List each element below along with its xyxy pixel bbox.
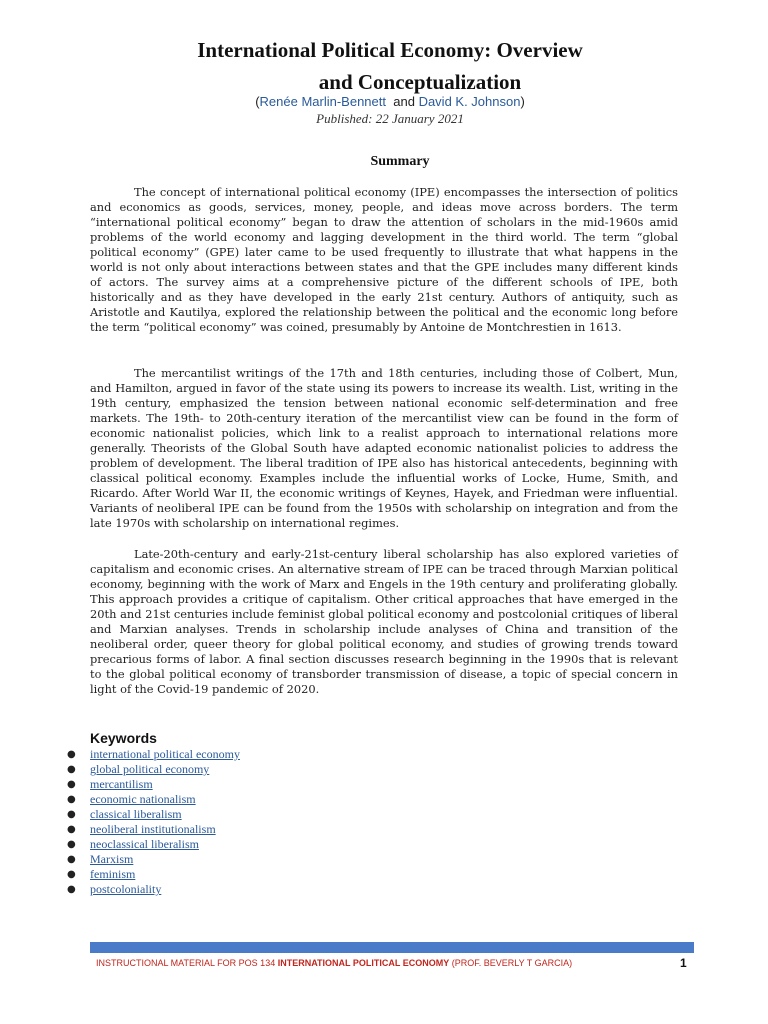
- footer-subject: INTERNATIONAL POLITICAL ECONOMY: [277, 958, 450, 968]
- footer-bar: [90, 942, 694, 953]
- bullet-icon: ●: [67, 809, 76, 820]
- summary-paragraph-2: The mercantilist writings of the 17th and 18th centuries, including those of Colbert, Mun, and Hamilton, argued in favor of the state using its powers to increase its wealth. List, writing in the 19th century, emphasized the tension between national economic self-determination and free markets. The 19th- to 20th-century iteration of the mercantilist view can be found in the form of economic nationalist policies, which link to a realist approach to international relations more generally. Theorists of the Global South have adapted economic nationalist policies to address the problem of development. The liberal tradition of IPE also has historical antecedents, beginning with classical political economy. Examples include the influential works of Locke, Hume, Smith, and Ricardo. After World War II, the economic writings of Keynes, Hayek, and Friedman were influential. Variants of neoliberal IPE can be found from the 1950s with scholarship on integration and from the late 1970s with scholarship on international regimes.: [90, 366, 678, 530]
- keyword-item: [60, 807, 240, 822]
- bullet-icon: ●: [67, 869, 76, 880]
- bullet-icon: ●: [67, 794, 76, 805]
- keyword-link[interactable]: postcoloniality: [90, 882, 162, 896]
- keyword-link[interactable]: neoclassical liberalism: [90, 837, 199, 851]
- keyword-link[interactable]: neoliberal institutionalism: [90, 822, 216, 836]
- keyword-link[interactable]: economic nationalism: [90, 792, 196, 806]
- bullet-icon: ●: [67, 749, 76, 760]
- keyword-item: [60, 792, 240, 807]
- title-line-2: and Conceptualization: [318, 70, 522, 94]
- keyword-item: [60, 762, 240, 777]
- keywords-heading: Keywords: [90, 730, 157, 746]
- footer-course: INSTRUCTIONAL MATERIAL FOR POS 134: [96, 958, 278, 968]
- footer-text: [96, 958, 572, 968]
- authors-open-paren: (: [255, 94, 260, 109]
- authors-line: [90, 94, 690, 109]
- authors-and: and: [393, 94, 415, 109]
- bullet-icon: ●: [67, 839, 76, 850]
- keyword-link[interactable]: mercantilism: [90, 777, 153, 791]
- page-number: 1: [680, 956, 687, 970]
- published-date: Published: 22 January 2021: [316, 111, 464, 126]
- authors-close-paren: ): [520, 94, 525, 109]
- summary-heading: Summary: [370, 154, 430, 169]
- keyword-link[interactable]: global political economy: [90, 762, 210, 776]
- summary-paragraph-3: Late-20th-century and early-21st-century liberal scholarship has also explored varieties of capitalism and economic crises. An alternative stream of IPE can be traced through Marxian political economy, beginning with the work of Marx and Engels in the 19th century and proliferating globally. This approach provides a critique of capitalism. Other critical approaches that have emerged in the 20th and 21st centuries include feminist global political economy and postcolonial critiques of liberal and Marxian analyses. Trends in scholarship include analyses of China and transition of the neoliberal order, queer theory for global political economy, and studies of growing trends toward precarious forms of labor. A final section discusses research beginning in the 1990s that is relevant to the global political economy of transborder transmission of disease, a topic of special concern in light of the Covid-19 pandemic of 2020.: [90, 547, 678, 696]
- bullet-icon: ●: [67, 779, 76, 790]
- keyword-link[interactable]: feminism: [90, 867, 136, 881]
- author-link-2[interactable]: David K. Johnson: [418, 94, 521, 109]
- summary-paragraph-1: The concept of international political economy (IPE) encompasses the intersection of politics and economics as goods, services, money, people, and ideas move across borders. The term “international political economy” began to draw the attention of scholars in the mid-1960s amid problems of the world economy and lagging development in the third world. The term “global political economy” (GPE) later came to be used frequently to illustrate that what happens in the world is not only about interactions between states and that the GPE includes many different kinds of actors. The survey aims at a comprehensive picture of the different schools of IPE, both historically and as they have developed in the early 21st century. Authors of antiquity, such as Aristotle and Kautilya, explored the relationship between the political and the economic long before the term “political economy” was coined, presumably by Antoine de Montchrestien in 1613.: [90, 185, 678, 334]
- keyword-item: [60, 837, 240, 852]
- keyword-item: [60, 852, 240, 867]
- keyword-item: [60, 867, 240, 882]
- keyword-item: [60, 882, 240, 897]
- keywords-list: [60, 747, 240, 897]
- keyword-item: [60, 822, 240, 837]
- bullet-icon: ●: [67, 854, 76, 865]
- title-line-1: International Political Economy: Overview: [197, 38, 583, 62]
- bullet-icon: ●: [67, 764, 76, 775]
- keyword-item: [60, 747, 240, 762]
- bullet-icon: ●: [67, 824, 76, 835]
- author-link-1[interactable]: Renée Marlin-Bennett: [259, 94, 386, 109]
- keyword-item: [60, 777, 240, 792]
- footer-professor: (PROF. BEVERLY T GARCIA): [449, 958, 573, 968]
- keyword-link[interactable]: Marxism: [90, 852, 134, 866]
- keyword-link[interactable]: international political economy: [90, 747, 240, 761]
- bullet-icon: ●: [67, 884, 76, 895]
- keyword-link[interactable]: classical liberalism: [90, 807, 182, 821]
